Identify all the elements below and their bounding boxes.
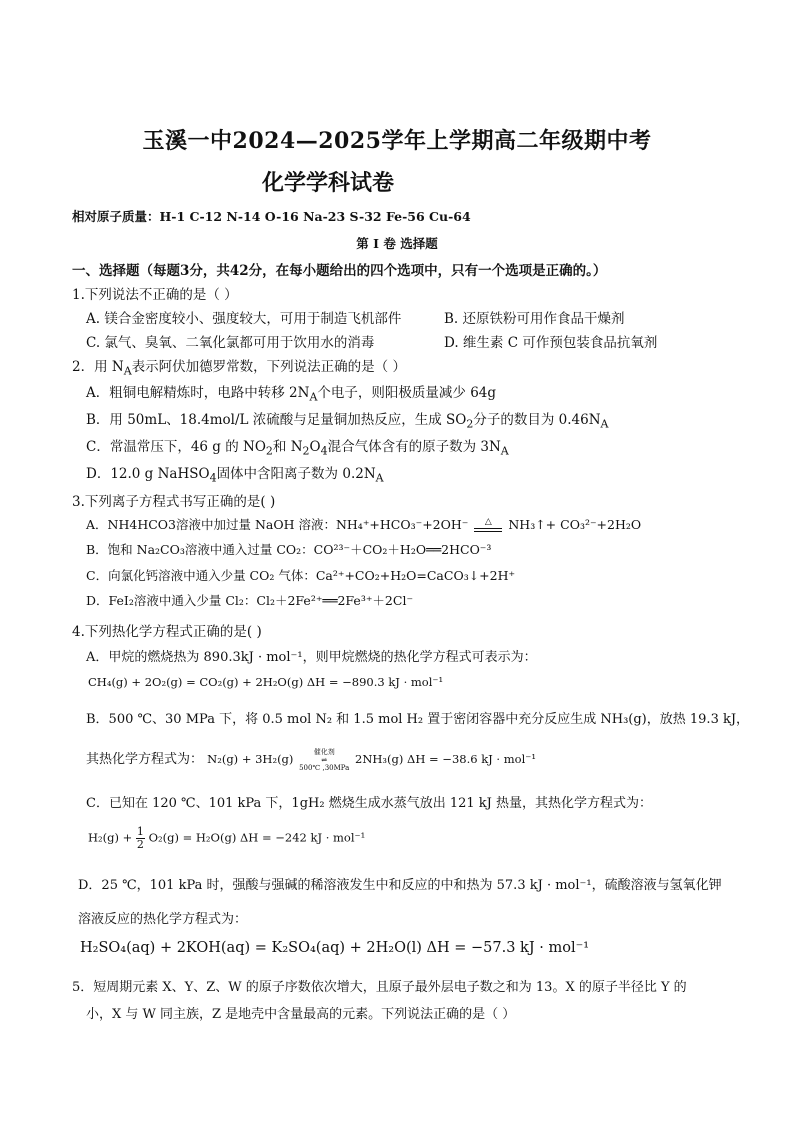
q4-c-equation: H₂(g) + $\frac{1}{2}$ O₂(g) = H₂O(g) ΔH = −242 kJ · mol⁻¹ (88, 825, 366, 851)
q1-stem: 1.下列说法不正确的是（ ） (72, 287, 238, 303)
reversible-arrow: 催化剂 ⇌ 500℃ ,30MPa (299, 748, 350, 772)
q4-option-d: D．25 ℃，101 kPa 时，强酸与强碱的稀溶液发生中和反应的中和热为 57.3 kJ · mol⁻¹，硫酸溶液与氢氧化钾 (78, 878, 722, 893)
q2-stem: 2．用 $N_A$表示阿伏加德罗常数，下列说法正确的是（ ） (72, 359, 406, 378)
q4-d-equation: H₂SO₄(aq) + 2KOH(aq) = K₂SO₄(aq) + 2H₂O(l) ΔH = −57.3 kJ · mol⁻¹ (80, 940, 590, 956)
q4-option-b: B．500 ℃、30 MPa 下，将 0.5 mol N₂ 和 1.5 mol H₂ 置于密闭容器中充分反应生成 NH₃(g)，放热 19.3 kJ， (86, 712, 750, 727)
q3-stem: 3.下列离子方程式书写正确的是( ) (72, 494, 276, 510)
q3-option-c: C．向氯化钙溶液中通入少量 CO₂ 气体：Ca²⁺+CO₂+H₂O=CaCO₃↓+2H⁺ (86, 568, 516, 583)
q4-a-equation: CH₄(g) + 2O₂(g) = CO₂(g) + 2H₂O(g) ΔH = −890.3 kJ · mol⁻¹ (88, 675, 444, 689)
q1-option-c: C. 氯气、臭氧、二氧化氯都可用于饮用水的消毒 (86, 335, 375, 351)
q2-option-b: B．用 50mL、18.4mol/L 浓硫酸与足量铜加热反应，生成 $SO_2$分子的数目为 $0.46N_A$ (86, 412, 609, 431)
q2-option-d: D．12.0 g NaHSO$_4$固体中含阳离子数为 $0.2N_A$ (86, 466, 384, 485)
q3-option-b: B．饱和 Na₂CO₃溶液中通入过量 CO₂：CO²³⁻＋CO₂＋H₂O══2HCO⁻³ (86, 542, 492, 557)
q4-option-c: C．已知在 120 ℃、101 kPa 下，1gH₂ 燃烧生成水蒸气放出 121 kJ 热量，其热化学方程式为： (86, 796, 653, 811)
exam-subtitle: 化学学科试卷 (262, 170, 395, 196)
q4-stem: 4.下列热化学方程式正确的是( ) (72, 624, 262, 640)
q1-option-a: A. 镁合金密度较小、强度较大，可用于制造飞机部件 (86, 311, 402, 327)
section-title: 一、选择题（每题3分，共42分，在每小题给出的四个选项中，只有一个选项是正确的。） (72, 263, 607, 279)
q5-stem: 5．短周期元素 X、Y、Z、W 的原子序数依次增大，且原子最外层电子数之和为 13。X 的原子半径比 Y 的 (72, 980, 687, 995)
q4-option-a: A．甲烷的燃烧热为 890.3kJ · mol⁻¹，则甲烷燃烧的热化学方程式可表示为： (86, 650, 537, 665)
q4-option-b-line2: 其热化学方程式为： N₂(g) + 3H₂(g) 催化剂 ⇌ 500℃ ,30MPa 2NH₃(g) ΔH = −38.6 kJ · mol⁻¹ (86, 748, 536, 772)
exam-title: 玉溪一中2024—2025学年上学期高二年级期中考 (142, 128, 652, 154)
heat-arrow: △ (474, 518, 502, 534)
one-half-fraction: $\frac{1}{2}$ (136, 825, 144, 851)
q2-option-a: A．粗铜电解精炼时，电路中转移 $2N_A$个电子，则阳极质量减少 64g (86, 385, 497, 404)
atomic-masses: 相对原子质量：H-1 C-12 N-14 O-16 Na-23 S-32 Fe-56 Cu-64 (72, 209, 471, 224)
q4-b-equation: N₂(g) + 3H₂(g) 催化剂 ⇌ 500℃ ,30MPa 2NH₃(g) ΔH = −38.6 kJ · mol⁻¹ (207, 748, 536, 772)
q1-option-b: B. 还原铁粉可用作食品干燥剂 (444, 311, 625, 327)
part-title: 第 I 卷 选择题 (356, 236, 438, 251)
q4-option-d-line2: 溶液反应的热化学方程式为： (78, 912, 248, 927)
q3-option-a: A．NH4HCO3溶液中加过量 NaOH 溶液：NH₄⁺+HCO₃⁻+2OH⁻ △ NH₃↑+ CO₃²⁻+2H₂O (86, 516, 642, 532)
q3-option-d: D．FeI₂溶液中通入少量 Cl₂：Cl₂＋2Fe²⁺══2Fe³⁺＋2Cl⁻ (86, 593, 414, 608)
q1-option-d: D. 维生素 C 可作预包装食品抗氧剂 (444, 335, 658, 351)
q2-option-c: C．常温常压下，46 g 的 $NO_2$和 $N_2O_4$混合气体含有的原子数为 $3N_A$ (86, 439, 509, 458)
q5-stem-line2: 小，X 与 W 同主族，Z 是地壳中含量最高的元素。下列说法正确的是（ ） (86, 1007, 516, 1022)
